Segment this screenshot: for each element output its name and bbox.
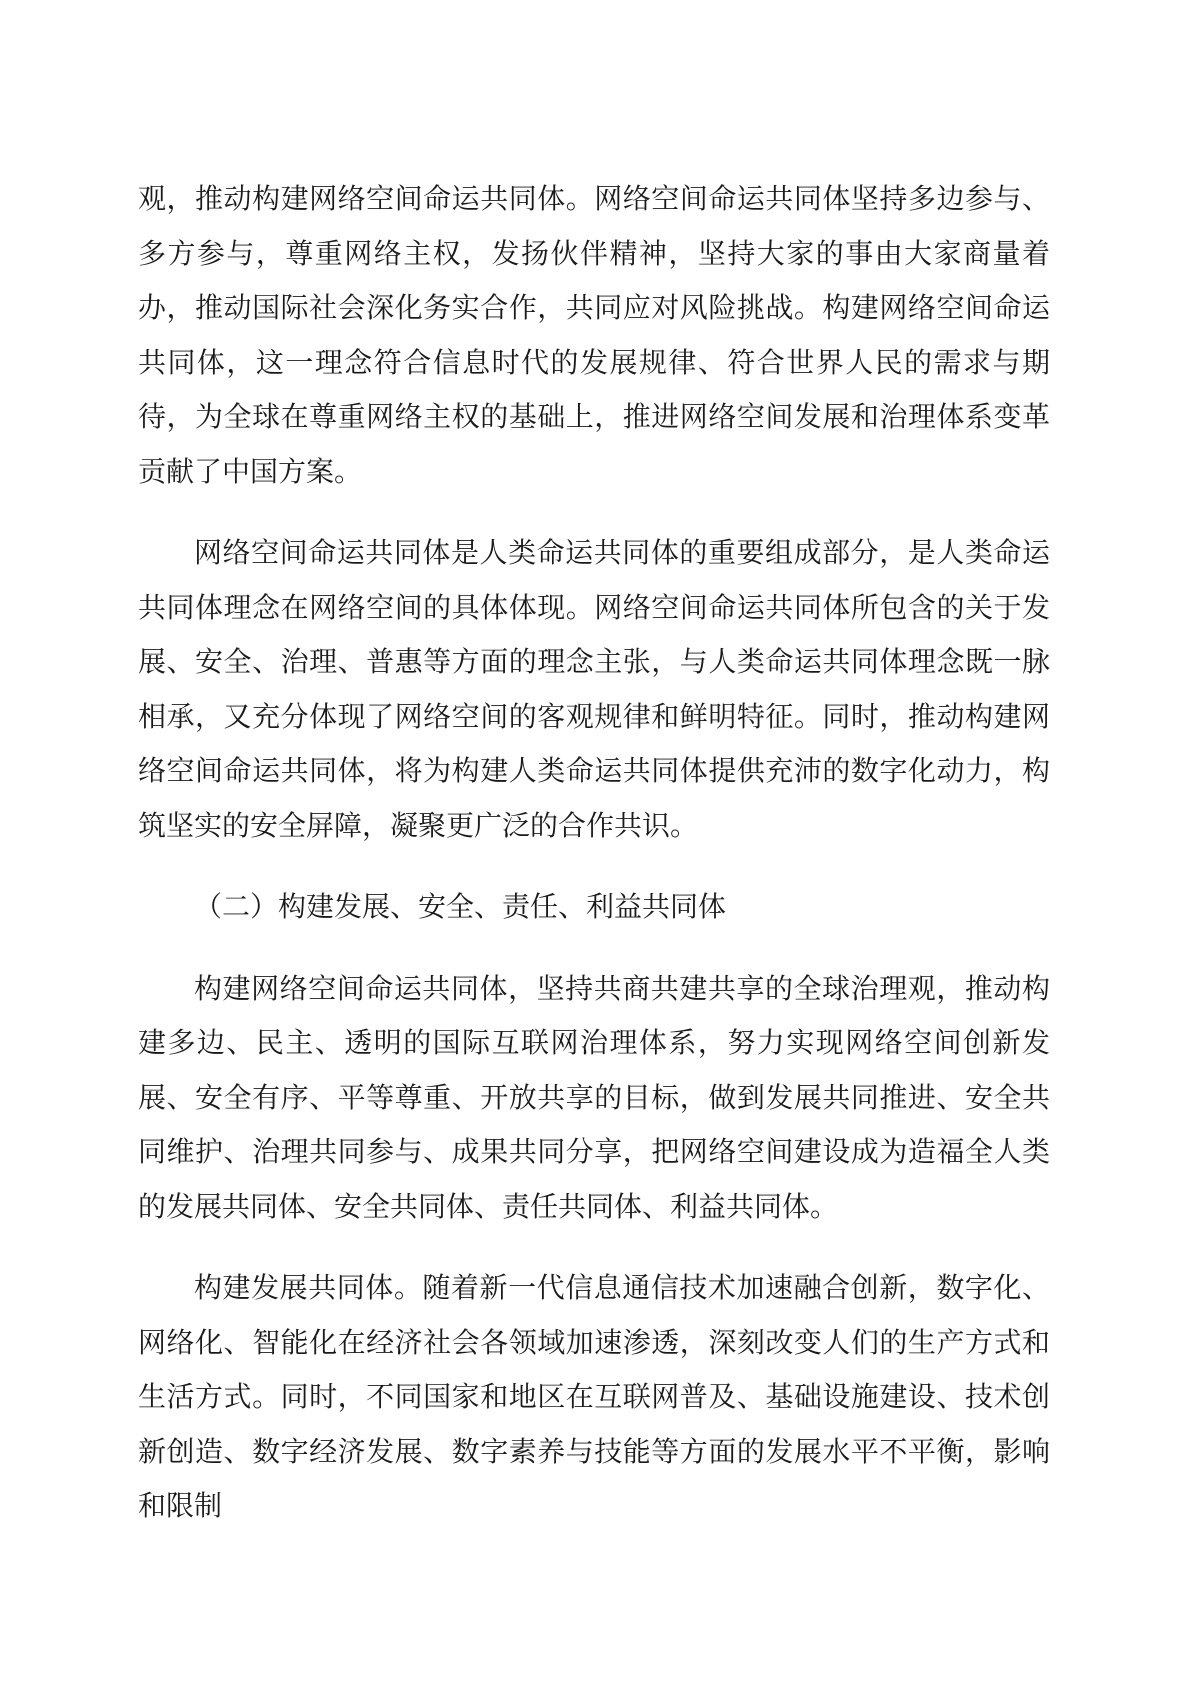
paragraph-development-community: 构建发展共同体。随着新一代信息通信技术加速融合创新，数字化、网络化、智能化在经济社会各领域加速渗透，深刻改变人们的生产方式和生活方式。同时，不同国家和地区在互联网普及、基础设施建设、技术创新创造、数字经济发展、数字素养与技能等方面的发展水平不平衡，影响和限制 <box>138 1271 1050 1522</box>
paragraph-continuation: 观，推动构建网络空间命运共同体。网络空间命运共同体坚持多边参与、多方参与，尊重网络主权，发扬伙伴精神，坚持大家的事由大家商量着办，推动国际社会深化务实合作，共同应对风险挑战。构建网络空间命运共同体，这一理念符合信息时代的发展规律、符合世界人民的需求与期待，为全球在尊重网络主权的基础上，推进网络空间发展和治理体系变革贡献了中国方案。 <box>138 182 1050 488</box>
document-body <box>138 172 1050 1534</box>
section-heading: （二）构建发展、安全、责任、利益共同体 <box>194 890 727 923</box>
paragraph-governance: 构建网络空间命运共同体，坚持共商共建共享的全球治理观，推动构建多边、民主、透明的国际互联网治理体系，努力实现网络空间创新发展、安全有序、平等尊重、开放共享的目标，做到发展共同推进、安全共同维护、治理共同参与、成果共同分享，把网络空间建设成为造福全人类的发展共同体、安全共同体、责任共同体、利益共同体。 <box>138 971 1050 1223</box>
paragraph-community-component: 网络空间命运共同体是人类命运共同体的重要组成部分，是人类命运共同体理念在网络空间的具体体现。网络空间命运共同体所包含的关于发展、安全、治理、普惠等方面的理念主张，与人类命运共同体理念既一脉相承，又充分体现了网络空间的客观规律和鲜明特征。同时，推动构建网络空间命运共同体，将为构建人类命运共同体提供充沛的数字化动力，构筑坚实的安全屏障，凝聚更广泛的合作共识。 <box>138 536 1050 842</box>
